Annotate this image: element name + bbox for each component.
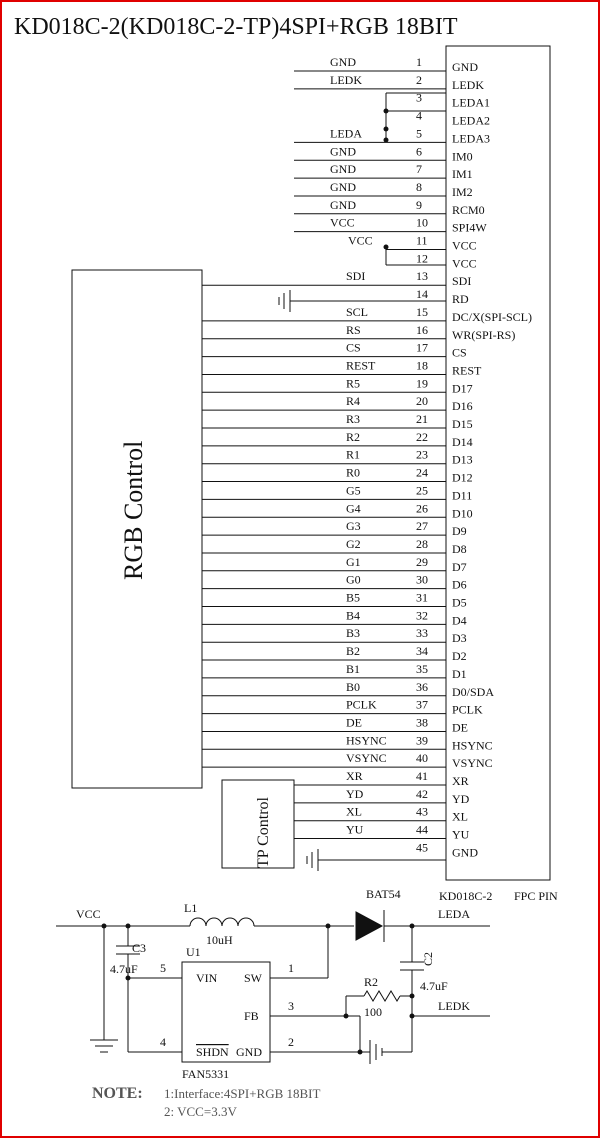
pin-number-2: 2 — [416, 72, 422, 87]
note-line2: 2: VCC=3.3V — [164, 1104, 237, 1119]
pin-net-21: R3 — [346, 412, 361, 426]
pin-signal-19: D17 — [452, 381, 473, 396]
pin-signal-40: VSYNC — [452, 756, 493, 771]
svg-text:1: 1 — [288, 961, 294, 975]
note-label: NOTE: — [92, 1085, 143, 1102]
pin-net-18: REST — [346, 358, 376, 373]
pin-number-17: 17 — [416, 340, 428, 355]
pin-net-27: G3 — [346, 519, 361, 534]
diode-bat54 — [356, 912, 382, 940]
pin-net-9: GND — [330, 197, 356, 212]
pin-number-26: 26 — [416, 501, 428, 516]
pin-net-22: R2 — [346, 429, 361, 444]
pin-net-26: G4 — [346, 501, 361, 516]
pin-number-10: 10 — [416, 215, 428, 230]
pin-signal-9: RCM0 — [452, 202, 485, 217]
pin-net-34: B2 — [346, 644, 361, 659]
inductor-l1 — [190, 918, 254, 926]
vcc-label: VCC — [76, 907, 101, 921]
pin-number-6: 6 — [416, 144, 422, 159]
pin-signal-15: DC/X(SPI-SCL) — [452, 309, 533, 324]
pin-net-31: B5 — [346, 590, 361, 605]
pin-number-8: 8 — [416, 179, 422, 194]
pin-number-34: 34 — [416, 644, 428, 659]
pin-number-16: 16 — [416, 322, 428, 337]
pin-number-28: 28 — [416, 536, 428, 551]
svg-text:2: 2 — [288, 1035, 294, 1049]
pin-signal-23: D13 — [452, 452, 473, 467]
diode-label: BAT54 — [366, 887, 401, 901]
pin-net-30: G0 — [346, 572, 361, 587]
pin-number-36: 36 — [416, 679, 428, 694]
pin-net-40: VSYNC — [346, 751, 387, 766]
pin-signal-35: D1 — [452, 666, 467, 681]
c3-label: C3 — [132, 941, 147, 955]
resistor-r2 — [364, 991, 400, 1001]
pin-net-28: G2 — [346, 536, 361, 551]
pin-net-41: XR — [346, 769, 363, 783]
pin-signal-37: PCLK — [452, 702, 483, 717]
pin-signal-36: D0/SDA — [452, 684, 495, 699]
pin-number-39: 39 — [416, 733, 428, 748]
l1-label: L1 — [184, 901, 198, 915]
pin-net-36: B0 — [346, 679, 361, 694]
pin-number-14: 14 — [416, 287, 428, 302]
pin-number-19: 19 — [416, 376, 428, 391]
pin-signal-10: SPI4W — [452, 220, 487, 235]
l1-value: 10uH — [206, 933, 233, 947]
pin-signal-38: DE — [452, 720, 468, 735]
pin-number-29: 29 — [416, 554, 428, 569]
pin-signal-6: IM0 — [452, 149, 473, 164]
pin-signal-8: IM2 — [452, 184, 473, 199]
pin-net-11: VCC — [348, 233, 373, 248]
pin-net-37: PCLK — [346, 697, 377, 712]
pin-number-43: 43 — [416, 804, 428, 819]
pin-signal-4: LEDA2 — [452, 113, 490, 128]
pin-number-31: 31 — [416, 590, 428, 605]
pin-number-40: 40 — [416, 751, 428, 766]
tp-control-label: TP Control — [255, 797, 272, 868]
pin-signal-17: CS — [452, 345, 467, 360]
connector-caption: KD018C-2 — [439, 889, 493, 903]
pin-net-1: GND — [330, 55, 356, 69]
pin-signal-12: VCC — [452, 256, 477, 271]
pin-net-6: GND — [330, 144, 356, 159]
pin-net-2: LEDK — [330, 72, 362, 87]
pin-number-30: 30 — [416, 572, 428, 587]
pin-number-18: 18 — [416, 358, 428, 373]
pin-number-25: 25 — [416, 483, 428, 498]
pin-number-32: 32 — [416, 608, 428, 623]
page-title: KD018C-2(KD018C-2-TP)4SPI+RGB 18BIT — [14, 14, 458, 40]
svg-text:3: 3 — [288, 999, 294, 1013]
pin-net-29: G1 — [346, 554, 361, 569]
pin-signal-1: GND — [452, 60, 478, 74]
leda-label: LEDA — [438, 907, 470, 921]
pin-number-23: 23 — [416, 447, 428, 462]
pin-net-32: B4 — [346, 608, 361, 623]
pin-signal-16: WR(SPI-RS) — [452, 327, 516, 342]
pin-signal-14: RD — [452, 292, 469, 307]
c2-label: C2 — [421, 951, 435, 966]
pin-number-38: 38 — [416, 715, 428, 730]
note-line1: 1:Interface:4SPI+RGB 18BIT — [164, 1086, 321, 1101]
pin-signal-26: D10 — [452, 506, 473, 521]
pin-net-17: CS — [346, 340, 361, 355]
pin-net-44: YU — [346, 822, 364, 837]
pin-signal-25: D11 — [452, 488, 473, 503]
pin-signal-30: D6 — [452, 577, 467, 592]
u1-part: FAN5331 — [182, 1067, 230, 1081]
pin-signal-3: LEDA1 — [452, 95, 490, 110]
pin-signal-2: LEDK — [452, 77, 484, 92]
connector-caption-fpc: FPC PIN — [514, 889, 558, 903]
u1-vin: VIN — [196, 971, 218, 985]
pin-net-25: G5 — [346, 483, 361, 498]
pin-number-44: 44 — [416, 822, 428, 837]
svg-text:5: 5 — [160, 961, 166, 975]
pin-signal-39: HSYNC — [452, 738, 493, 753]
pin-net-23: R1 — [346, 447, 361, 462]
u1-gnd: GND — [236, 1045, 262, 1059]
pin-number-15: 15 — [416, 304, 428, 319]
u1-label: U1 — [186, 945, 201, 959]
pin-number-33: 33 — [416, 626, 428, 641]
pin-number-5: 5 — [416, 126, 422, 141]
pin-signal-20: D16 — [452, 399, 473, 414]
pin-net-10: VCC — [330, 215, 355, 230]
pin-number-41: 41 — [416, 769, 428, 783]
pin-net-33: B3 — [346, 626, 361, 641]
pin-net-43: XL — [346, 804, 362, 819]
pin-net-7: GND — [330, 162, 356, 177]
pin-net-39: HSYNC — [346, 733, 387, 748]
pin-signal-5: LEDA3 — [452, 131, 490, 146]
pin-signal-33: D3 — [452, 631, 467, 646]
pin-signal-34: D2 — [452, 649, 467, 664]
pin-signal-45: GND — [452, 845, 478, 860]
pin-number-35: 35 — [416, 661, 428, 676]
pin-signal-41: XR — [452, 774, 469, 788]
pin-signal-43: XL — [452, 809, 468, 824]
pin-signal-28: D8 — [452, 541, 467, 556]
u1-fb: FB — [244, 1009, 259, 1023]
pin-number-22: 22 — [416, 429, 428, 444]
pin-number-27: 27 — [416, 519, 428, 534]
pin-net-5: LEDA — [330, 126, 362, 141]
rgb-control-label: RGB Control — [119, 440, 148, 580]
svg-text:4: 4 — [160, 1035, 166, 1049]
pin-signal-18: REST — [452, 363, 482, 378]
c2-value: 4.7uF — [420, 979, 448, 993]
pin-net-24: R0 — [346, 465, 361, 480]
c3-value: 4.7uF — [110, 962, 138, 976]
pin-net-42: YD — [346, 786, 364, 801]
pin-signal-32: D4 — [452, 613, 467, 628]
pin-number-11: 11 — [416, 233, 428, 248]
pin-number-9: 9 — [416, 197, 422, 212]
pin-number-12: 12 — [416, 251, 428, 266]
pin-signal-27: D9 — [452, 524, 467, 539]
pin-net-19: R5 — [346, 376, 361, 391]
pin-signal-7: IM1 — [452, 167, 473, 182]
pin-number-7: 7 — [416, 162, 422, 177]
pin-net-35: B1 — [346, 661, 361, 676]
pin-net-20: R4 — [346, 394, 361, 409]
pin-number-20: 20 — [416, 394, 428, 409]
pin-number-42: 42 — [416, 786, 428, 801]
pin-number-4: 4 — [416, 108, 422, 123]
pin-number-24: 24 — [416, 465, 428, 480]
pin-number-21: 21 — [416, 412, 428, 426]
pin-number-13: 13 — [416, 269, 428, 284]
pin-net-8: GND — [330, 179, 356, 194]
ledk-label: LEDK — [438, 999, 470, 1013]
pin-signal-31: D5 — [452, 595, 467, 610]
pin-number-45: 45 — [416, 840, 428, 855]
pin-net-16: RS — [346, 322, 361, 337]
led-driver-circuit — [56, 887, 493, 1081]
pin-signal-29: D7 — [452, 559, 467, 574]
pin-signal-13: SDI — [452, 274, 472, 289]
pin-signal-42: YD — [452, 791, 470, 806]
pin-number-1: 1 — [416, 55, 422, 69]
pin-signal-21: D15 — [452, 417, 473, 431]
u1-shdn: SHDN — [196, 1045, 229, 1059]
pin-net-15: SCL — [346, 304, 369, 319]
pin-signal-11: VCC — [452, 238, 477, 253]
pin-number-3: 3 — [416, 90, 422, 105]
pin-signal-44: YU — [452, 827, 470, 842]
pin-signal-22: D14 — [452, 434, 473, 449]
pin-net-38: DE — [346, 715, 362, 730]
r2-value: 100 — [364, 1005, 382, 1019]
u1-sw: SW — [244, 971, 262, 985]
pin-net-13: SDI — [346, 269, 366, 284]
r2-label: R2 — [364, 975, 379, 989]
pin-signal-24: D12 — [452, 470, 473, 485]
pin-number-37: 37 — [416, 697, 428, 712]
